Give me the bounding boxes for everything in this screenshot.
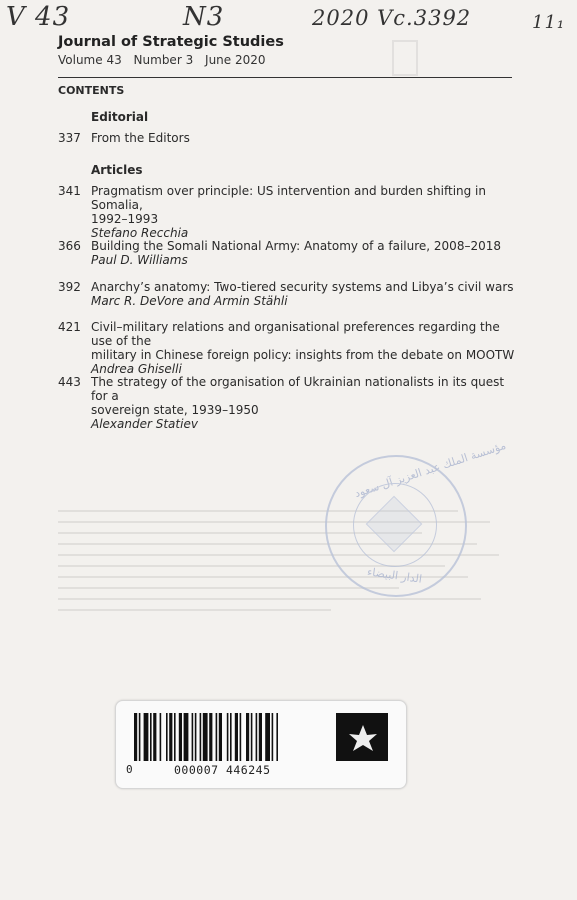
barcode-bar: [230, 713, 232, 761]
stamp-text-bottom: الدار البيضاء: [366, 565, 423, 586]
toc-page-number: 366: [58, 239, 81, 253]
barcode-bar: [265, 713, 270, 761]
journal-title: Journal of Strategic Studies: [58, 34, 284, 50]
barcode-bar: [174, 713, 176, 761]
barcode-bar: [195, 713, 197, 761]
toc-entry-author: Andrea Ghiselli: [91, 362, 182, 376]
issue-line: [58, 53, 274, 67]
barcode-bars: [134, 713, 334, 761]
barcode-bar: [227, 713, 229, 761]
issue-number: Number 3: [133, 53, 194, 67]
barcode-bar: [169, 713, 172, 761]
toc-entry-title-line: Pragmatism over principle: US intervention and burden shifting in Somalia,: [91, 184, 486, 212]
toc-page-number: 421: [58, 320, 81, 334]
barcode-bar: [179, 713, 182, 761]
barcode-bar: [192, 713, 194, 761]
issue-volume: Volume 43: [58, 53, 122, 67]
barcode-bar: [150, 713, 152, 761]
barcode-bar: [134, 713, 137, 761]
handwritten-reference: 2020 Vc.3392: [312, 6, 472, 30]
toc-entry-author: Stefano Recchia: [91, 226, 189, 240]
barcode-bar: [139, 713, 141, 761]
toc-entry-article-3: [58, 280, 518, 308]
toc-page-number: 341: [58, 184, 81, 198]
barcode-lead-digit: 0: [126, 763, 133, 776]
toc-entry-title-line: 1992–1993: [91, 212, 159, 226]
stamp-inner-circle: [353, 483, 437, 567]
toc-entry-title-line: The strategy of the organisation of Ukrainian nationalists in its quest for a: [91, 375, 505, 403]
stamp-emblem-icon: [366, 496, 423, 553]
barcode-number: 000007 446245: [174, 763, 271, 777]
toc-entry-editorial: [58, 131, 518, 145]
toc-entry-title: From the Editors: [91, 131, 190, 145]
section-heading-editorial: Editorial: [91, 110, 149, 124]
barcode-bar: [219, 713, 222, 761]
toc-entry-title-line: Building the Somali National Army: Anatomy of a failure, 2008–2018: [91, 239, 501, 253]
toc-entry-article-5: [58, 375, 518, 431]
barcode-bar: [272, 713, 274, 761]
toc-entry-article-1: [58, 184, 518, 240]
library-stamp: [325, 438, 508, 597]
handwritten-number: N3: [183, 2, 225, 32]
barcode-label: [115, 700, 407, 789]
barcode-bar: [251, 713, 253, 761]
toc-entry-title-line: military in Chinese foreign policy: insights from the debate on MOOTW: [91, 348, 515, 362]
header-rule: [58, 77, 512, 78]
toc-entry-article-4: [58, 320, 518, 376]
contents-heading: CONTENTS: [58, 84, 125, 97]
barcode-bar: [259, 713, 262, 761]
barcode-bar: [216, 713, 218, 761]
barcode-bar: [209, 713, 212, 761]
barcode-bar: [246, 713, 249, 761]
toc-page-number: 443: [58, 375, 81, 389]
toc-entry-author: Marc R. DeVore and Armin Stähli: [91, 294, 288, 308]
toc-entry-author: Paul D. Williams: [91, 253, 188, 267]
barcode-bar: [184, 713, 189, 761]
barcode-bar: [235, 713, 238, 761]
toc-page-number: 337: [58, 131, 81, 145]
toc-entry-title-line: Anarchy’s anatomy: Two-tiered security systems and Libya’s civil wars: [91, 280, 514, 294]
toc-page-number: 392: [58, 280, 81, 294]
barcode-bar: [256, 713, 258, 761]
handwritten-corner-mark: 11₁: [532, 12, 566, 33]
barcode-bar: [144, 713, 149, 761]
section-heading-articles: Articles: [91, 163, 143, 177]
library-logo-icon: [336, 713, 388, 761]
toc-entry-article-2: [58, 239, 518, 267]
barcode-bar: [276, 713, 278, 761]
issue-date: June 2020: [205, 53, 266, 67]
toc-entry-author: Alexander Statiev: [91, 417, 198, 431]
barcode-bar: [166, 713, 168, 761]
barcode-bar: [240, 713, 242, 761]
publisher-logo-show-through: [392, 40, 512, 80]
handwritten-volume: V 43: [6, 2, 71, 32]
toc-entry-title-line: Civil–military relations and organisational preferences regarding the use of the: [91, 320, 500, 348]
barcode-bar: [203, 713, 208, 761]
stamp-text-top: مؤسسة الملك عبد العزيز آل سعود: [352, 438, 508, 501]
publisher-logo-icon: [392, 40, 418, 76]
toc-entry-title-line: sovereign state, 1939–1950: [91, 403, 259, 417]
barcode-bar: [160, 713, 162, 761]
barcode-bar: [200, 713, 202, 761]
barcode-bar: [153, 713, 156, 761]
